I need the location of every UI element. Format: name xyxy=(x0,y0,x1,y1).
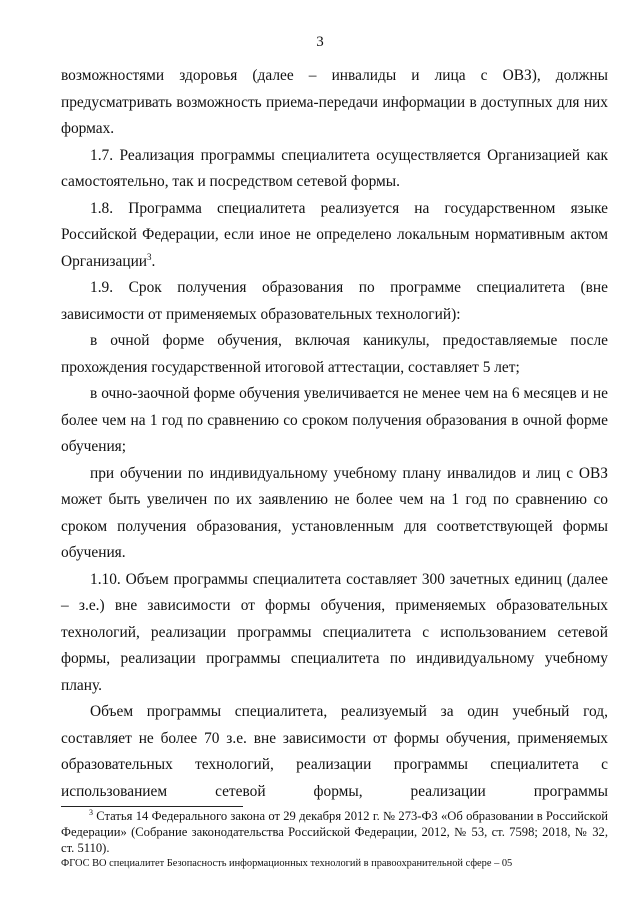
footnote xyxy=(61,808,608,856)
body-text xyxy=(61,63,608,805)
page-number: 3 xyxy=(316,34,324,50)
paragraph-1-8: 1.8. Программа специалитета реализуется на государственном языке Российской Федерации, если иное не определено локальным нормативным актом Организации$^3$. xyxy=(61,199,608,270)
document-footer: ФГОС ВО специалитет Безопасность информационных технологий в правоохранительной сфере – 05 xyxy=(61,858,513,869)
paragraph-1-7: 1.7. Реализация программы специалитета осуществляется Организацией как самостоятельно, так и посредством сетевой формы. xyxy=(61,146,608,190)
footnote-marker: 3 xyxy=(89,807,93,817)
paragraph-1-10: 1.10. Объем программы специалитета составляет 300 зачетных единиц (далее – з.е.) вне зависимости от формы обучения, применяемых образовательных технологий, реализации программы специалитета с использованием сетевой формы, реализации программы специалитета по индивидуальному учебному плану. xyxy=(61,570,608,694)
paragraph-part-time: в очно-заочной форме обучения увеличивается не менее чем на 6 месяцев и не более чем на 1 год по сравнению со сроком получения образования в очной форме обучения; xyxy=(61,385,608,455)
paragraph-annual-volume: Объем программы специалитета, реализуемый за один учебный год, составляет не более 70 з.е. вне зависимости от формы обучения, применяемых образовательных технологий, реализации программы специалитета с использованием сетевой формы, реализации программы xyxy=(61,703,608,800)
paragraph-intro-continuation: возможностями здоровья (далее – инвалиды и лица с ОВЗ), должны предусматривать возможность приема-передачи информации в доступных для них формах. xyxy=(61,67,608,137)
paragraph-full-time: в очной форме обучения, включая каникулы, предоставляемые после прохождения государственной итоговой аттестации, составляет 5 лет; xyxy=(61,332,608,376)
paragraph-individual-plan: при обучении по индивидуальному учебному плану инвалидов и лиц с ОВЗ может быть увеличен по их заявлению не более чем на 1 год по сравнению со сроком получения образования, установленным для соответствующей формы обучения. xyxy=(61,464,608,561)
footnote-reference[interactable]: 3 xyxy=(147,251,152,262)
footnote-text: Статья 14 Федерального закона от 29 декабря 2012 г. № 273-ФЗ «Об образовании в Российской Федерации» (Собрание законодательства Российской Федерации, 2012, № 53, ст. 7598; 2018, № 32, ст. 5110). xyxy=(61,809,608,855)
paragraph-1-9: 1.9. Срок получения образования по программе специалитета (вне зависимости от применяемых образовательных технологий): xyxy=(61,279,608,323)
